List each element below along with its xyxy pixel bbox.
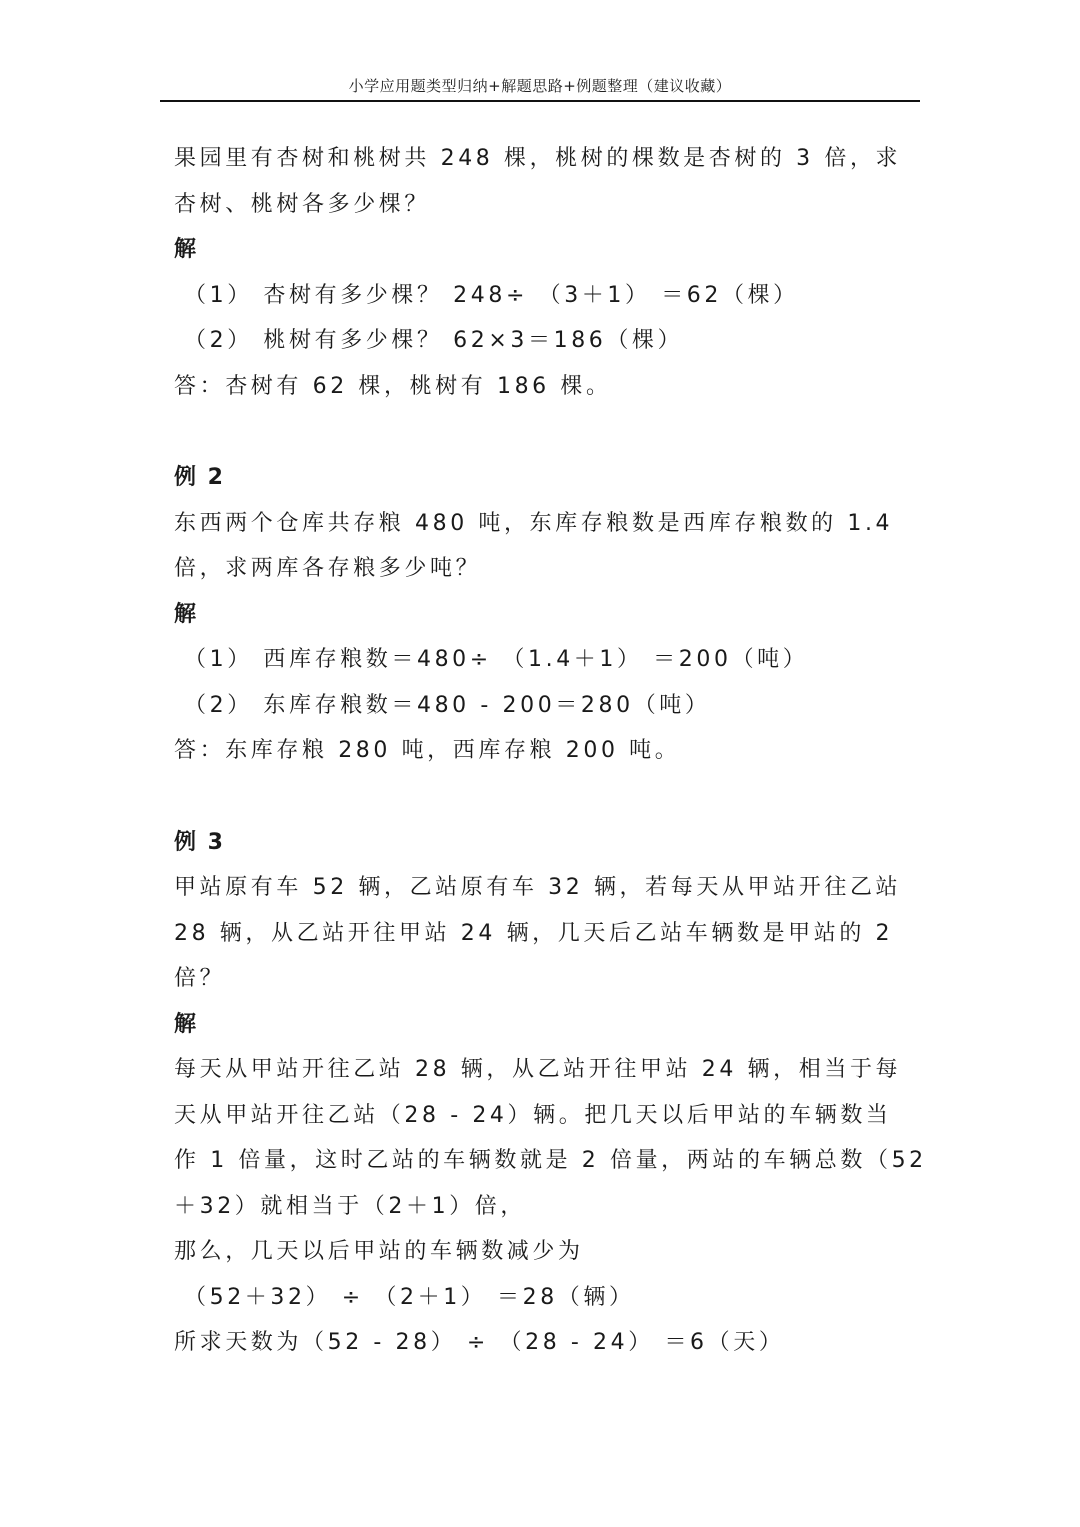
explanation-line: ＋32）就相当于（2＋1）倍， (174, 1193, 526, 1219)
explanation-line: 那么，几天以后甲站的车辆数减少为 (174, 1239, 584, 1264)
section-gap (174, 409, 914, 455)
explanation-line: 每天从甲站开往乙站 28 辆，从乙站开往甲站 24 辆，相当于每 (174, 1057, 902, 1082)
result-line: 所求天数为（52 - 28） ÷ （28 - 24） ＝6（天） (174, 1330, 785, 1355)
problem-line: 28 辆，从乙站开往甲站 24 辆，几天后乙站车辆数是甲站的 2 (174, 920, 894, 946)
problem-line: 东西两个仓库共存粮 480 吨，东库存粮数是西库存粮数的 1.4 (174, 510, 894, 536)
problem-line: 杏树、桃树各多少棵？ (174, 191, 431, 217)
explanation-line: 天从甲站开往乙站（28 - 24）辆。把几天以后甲站的车辆数当 (174, 1102, 892, 1128)
page-header (160, 76, 920, 102)
example-1 (174, 136, 914, 409)
problem-line: 倍？ (174, 966, 226, 991)
answer-line: 答：东库存粮 280 吨，西库存粮 200 吨。 (174, 738, 681, 763)
solution-heading: 解 (174, 237, 199, 262)
problem-line: 甲站原有车 52 辆，乙站原有车 32 辆，若每天从甲站开往乙站 (174, 875, 902, 900)
solution-step: （1） 西库存粮数＝480÷ （1.4＋1） ＝200（吨） (184, 647, 809, 672)
answer-line: 答：杏树有 62 棵，桃树有 186 棵。 (174, 373, 612, 399)
example-3 (174, 820, 927, 1366)
formula-line: （52＋32） ÷ （2＋1） ＝28（辆） (184, 1284, 635, 1310)
solution-heading: 解 (174, 601, 199, 627)
document-title: 小学应用题类型归纳+解题思路+例题整理（建议收藏） (348, 77, 732, 95)
solution-step: （1） 杏树有多少棵？ 248÷ （3＋1） ＝62（棵） (184, 282, 799, 308)
example-heading: 例 2 (174, 465, 225, 490)
explanation-line: 作 1 倍量，这时乙站的车辆数就是 2 倍量，两站的车辆总数（52 (174, 1148, 927, 1173)
problem-line: 倍，求两库各存粮多少吨？ (174, 556, 482, 581)
solution-heading: 解 (174, 1011, 199, 1037)
example-heading: 例 3 (174, 829, 225, 855)
document-body (174, 136, 927, 1366)
solution-step: （2） 东库存粮数＝480 - 200＝280（吨） (184, 692, 711, 718)
example-2 (174, 455, 914, 774)
solution-step: （2） 桃树有多少棵？ 62×3＝186（棵） (184, 328, 684, 353)
section-gap (174, 774, 914, 820)
problem-line: 果园里有杏树和桃树共 248 棵，桃树的棵数是杏树的 3 倍，求 (174, 146, 902, 171)
